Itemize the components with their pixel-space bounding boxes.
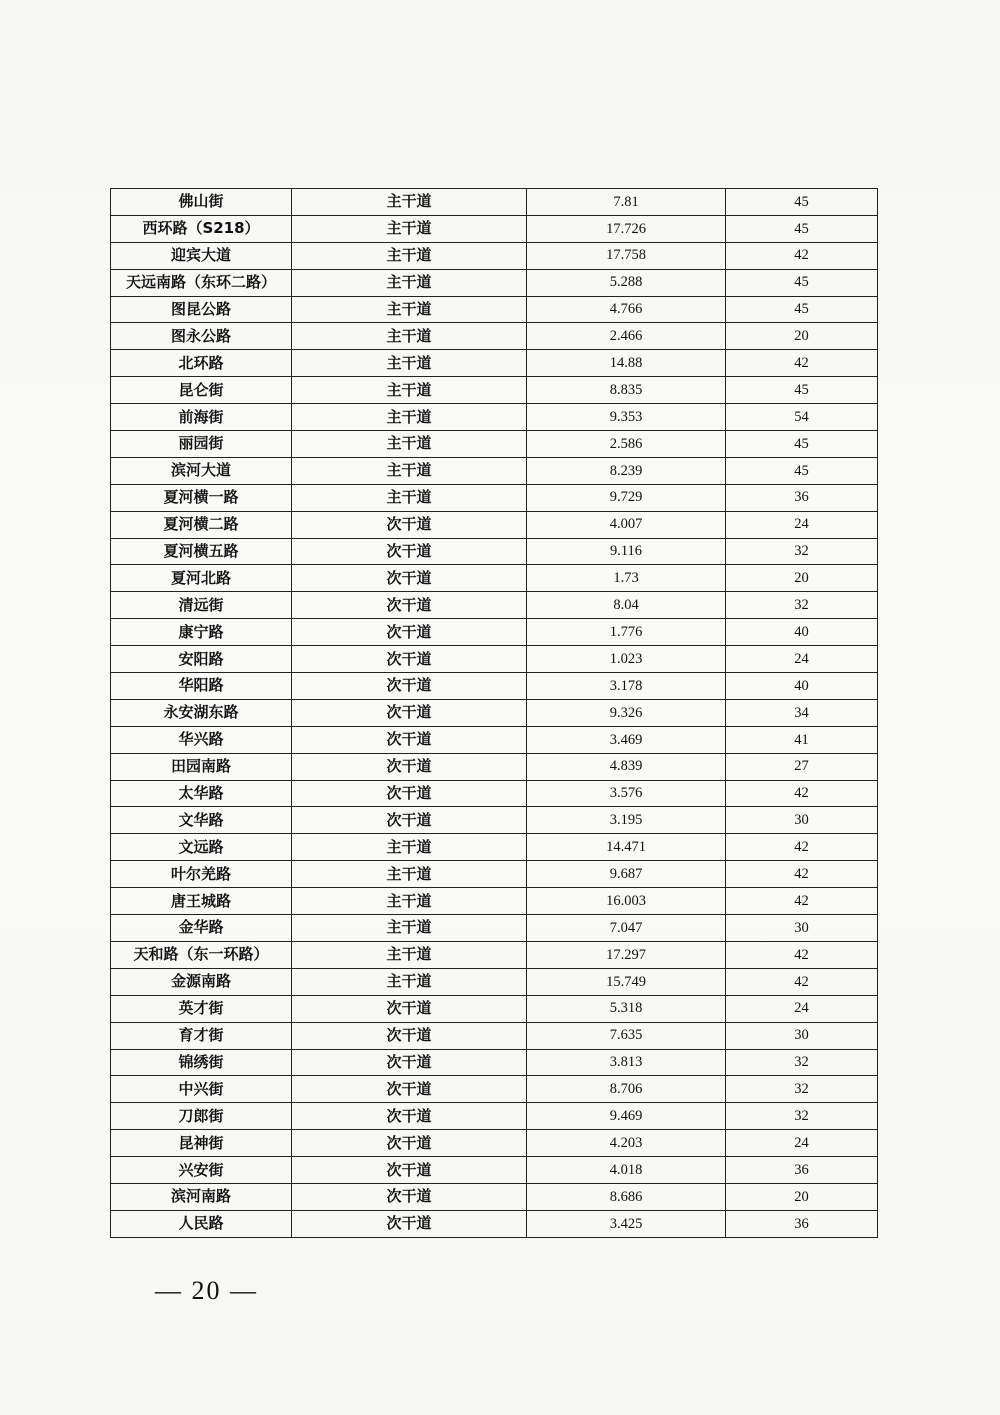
road-name-cell: 清远街 xyxy=(111,592,292,619)
road-length-cell: 3.195 xyxy=(527,807,726,834)
road-length-cell: 1.023 xyxy=(527,646,726,673)
table-row xyxy=(111,404,878,431)
road-class-cell: 主干道 xyxy=(292,888,527,915)
road-length-cell: 17.758 xyxy=(527,242,726,269)
road-table xyxy=(110,188,878,1238)
road-width-cell: 42 xyxy=(726,242,878,269)
table-row xyxy=(111,1103,878,1130)
table-row xyxy=(111,350,878,377)
road-length-cell: 2.466 xyxy=(527,323,726,350)
table-row xyxy=(111,431,878,458)
road-class-cell: 主干道 xyxy=(292,242,527,269)
road-length-cell: 3.576 xyxy=(527,780,726,807)
road-name-cell: 华兴路 xyxy=(111,726,292,753)
road-class-cell: 主干道 xyxy=(292,377,527,404)
road-width-cell: 42 xyxy=(726,350,878,377)
road-name-cell: 昆神街 xyxy=(111,1130,292,1157)
road-width-cell: 40 xyxy=(726,673,878,700)
table-row xyxy=(111,296,878,323)
road-class-cell: 次干道 xyxy=(292,511,527,538)
road-class-cell: 主干道 xyxy=(292,457,527,484)
road-class-cell: 主干道 xyxy=(292,861,527,888)
road-length-cell: 1.776 xyxy=(527,619,726,646)
table-row xyxy=(111,726,878,753)
table-row xyxy=(111,915,878,942)
road-name-cell: 太华路 xyxy=(111,780,292,807)
table-row xyxy=(111,511,878,538)
road-width-cell: 24 xyxy=(726,1130,878,1157)
road-width-cell: 32 xyxy=(726,1103,878,1130)
road-width-cell: 36 xyxy=(726,1157,878,1184)
road-length-cell: 8.835 xyxy=(527,377,726,404)
road-length-cell: 4.007 xyxy=(527,511,726,538)
table-row xyxy=(111,807,878,834)
table-row xyxy=(111,995,878,1022)
road-name-cell: 叶尔羌路 xyxy=(111,861,292,888)
road-length-cell: 9.353 xyxy=(527,404,726,431)
road-length-cell: 8.706 xyxy=(527,1076,726,1103)
road-name-cell: 夏河横一路 xyxy=(111,484,292,511)
road-length-cell: 9.469 xyxy=(527,1103,726,1130)
road-class-cell: 次干道 xyxy=(292,1022,527,1049)
road-name-cell: 英才街 xyxy=(111,995,292,1022)
road-name-cell: 唐王城路 xyxy=(111,888,292,915)
table-row xyxy=(111,888,878,915)
road-class-cell: 次干道 xyxy=(292,592,527,619)
road-class-cell: 次干道 xyxy=(292,1076,527,1103)
road-class-cell: 主干道 xyxy=(292,484,527,511)
road-length-cell: 7.81 xyxy=(527,189,726,216)
road-name-cell: 夏河横二路 xyxy=(111,511,292,538)
road-width-cell: 34 xyxy=(726,699,878,726)
road-class-cell: 主干道 xyxy=(292,968,527,995)
road-width-cell: 30 xyxy=(726,807,878,834)
road-length-cell: 3.425 xyxy=(527,1210,726,1237)
road-length-cell: 4.203 xyxy=(527,1130,726,1157)
road-name-cell: 西环路（S218） xyxy=(111,215,292,242)
road-class-cell: 主干道 xyxy=(292,296,527,323)
road-length-cell: 5.318 xyxy=(527,995,726,1022)
road-name-cell: 人民路 xyxy=(111,1210,292,1237)
road-length-cell: 8.239 xyxy=(527,457,726,484)
road-class-cell: 次干道 xyxy=(292,619,527,646)
road-width-cell: 30 xyxy=(726,915,878,942)
road-name-cell: 丽园街 xyxy=(111,431,292,458)
road-class-cell: 主干道 xyxy=(292,915,527,942)
table-row xyxy=(111,1157,878,1184)
road-length-cell: 8.686 xyxy=(527,1183,726,1210)
road-class-cell: 次干道 xyxy=(292,538,527,565)
table-row xyxy=(111,861,878,888)
table-row xyxy=(111,377,878,404)
road-class-cell: 次干道 xyxy=(292,807,527,834)
road-class-cell: 次干道 xyxy=(292,646,527,673)
road-name-cell: 金源南路 xyxy=(111,968,292,995)
table-row xyxy=(111,484,878,511)
road-class-cell: 主干道 xyxy=(292,431,527,458)
road-class-cell: 次干道 xyxy=(292,699,527,726)
road-name-cell: 安阳路 xyxy=(111,646,292,673)
table-row xyxy=(111,780,878,807)
road-length-cell: 15.749 xyxy=(527,968,726,995)
road-class-cell: 次干道 xyxy=(292,726,527,753)
road-width-cell: 42 xyxy=(726,941,878,968)
road-name-cell: 滨河大道 xyxy=(111,457,292,484)
road-width-cell: 54 xyxy=(726,404,878,431)
road-width-cell: 45 xyxy=(726,296,878,323)
road-name-cell: 北环路 xyxy=(111,350,292,377)
road-width-cell: 32 xyxy=(726,1076,878,1103)
road-width-cell: 45 xyxy=(726,431,878,458)
road-class-cell: 次干道 xyxy=(292,1049,527,1076)
road-name-cell: 文华路 xyxy=(111,807,292,834)
road-class-cell: 次干道 xyxy=(292,673,527,700)
road-length-cell: 14.471 xyxy=(527,834,726,861)
road-name-cell: 图昆公路 xyxy=(111,296,292,323)
road-length-cell: 17.297 xyxy=(527,941,726,968)
road-width-cell: 24 xyxy=(726,995,878,1022)
road-length-cell: 7.635 xyxy=(527,1022,726,1049)
road-class-cell: 次干道 xyxy=(292,753,527,780)
table-row xyxy=(111,1130,878,1157)
table-row xyxy=(111,673,878,700)
table-row xyxy=(111,189,878,216)
road-length-cell: 9.687 xyxy=(527,861,726,888)
road-length-cell: 3.813 xyxy=(527,1049,726,1076)
table-row xyxy=(111,968,878,995)
road-name-cell: 锦绣街 xyxy=(111,1049,292,1076)
table-row xyxy=(111,1049,878,1076)
road-class-cell: 次干道 xyxy=(292,1103,527,1130)
road-length-cell: 16.003 xyxy=(527,888,726,915)
road-width-cell: 24 xyxy=(726,511,878,538)
table-row xyxy=(111,646,878,673)
road-name-cell: 刀郎街 xyxy=(111,1103,292,1130)
road-class-cell: 主干道 xyxy=(292,323,527,350)
road-length-cell: 17.726 xyxy=(527,215,726,242)
road-class-cell: 次干道 xyxy=(292,1210,527,1237)
road-width-cell: 27 xyxy=(726,753,878,780)
road-length-cell: 7.047 xyxy=(527,915,726,942)
table-row xyxy=(111,323,878,350)
road-name-cell: 前海街 xyxy=(111,404,292,431)
road-class-cell: 次干道 xyxy=(292,995,527,1022)
road-length-cell: 14.88 xyxy=(527,350,726,377)
road-width-cell: 20 xyxy=(726,323,878,350)
road-class-cell: 次干道 xyxy=(292,1130,527,1157)
road-width-cell: 42 xyxy=(726,968,878,995)
table-row xyxy=(111,242,878,269)
road-class-cell: 主干道 xyxy=(292,269,527,296)
road-length-cell: 5.288 xyxy=(527,269,726,296)
road-length-cell: 3.469 xyxy=(527,726,726,753)
road-name-cell: 图永公路 xyxy=(111,323,292,350)
road-width-cell: 40 xyxy=(726,619,878,646)
road-width-cell: 36 xyxy=(726,1210,878,1237)
table-row xyxy=(111,699,878,726)
road-width-cell: 45 xyxy=(726,269,878,296)
road-width-cell: 45 xyxy=(726,457,878,484)
road-name-cell: 金华路 xyxy=(111,915,292,942)
table-row xyxy=(111,1210,878,1237)
road-length-cell: 9.326 xyxy=(527,699,726,726)
road-name-cell: 育才街 xyxy=(111,1022,292,1049)
road-width-cell: 42 xyxy=(726,861,878,888)
table-row xyxy=(111,538,878,565)
table-row xyxy=(111,1022,878,1049)
road-width-cell: 20 xyxy=(726,565,878,592)
road-class-cell: 主干道 xyxy=(292,189,527,216)
road-class-cell: 主干道 xyxy=(292,404,527,431)
road-width-cell: 45 xyxy=(726,215,878,242)
table-row xyxy=(111,1183,878,1210)
road-width-cell: 32 xyxy=(726,538,878,565)
road-width-cell: 41 xyxy=(726,726,878,753)
table-row xyxy=(111,457,878,484)
road-name-cell: 夏河北路 xyxy=(111,565,292,592)
road-length-cell: 9.116 xyxy=(527,538,726,565)
road-class-cell: 次干道 xyxy=(292,1183,527,1210)
road-width-cell: 30 xyxy=(726,1022,878,1049)
road-width-cell: 32 xyxy=(726,1049,878,1076)
road-name-cell: 田园南路 xyxy=(111,753,292,780)
table-row xyxy=(111,619,878,646)
road-name-cell: 文远路 xyxy=(111,834,292,861)
table-row xyxy=(111,1076,878,1103)
road-class-cell: 主干道 xyxy=(292,215,527,242)
road-width-cell: 20 xyxy=(726,1183,878,1210)
road-class-cell: 次干道 xyxy=(292,780,527,807)
road-width-cell: 32 xyxy=(726,592,878,619)
road-width-cell: 36 xyxy=(726,484,878,511)
table-row xyxy=(111,269,878,296)
table-row xyxy=(111,834,878,861)
road-length-cell: 9.729 xyxy=(527,484,726,511)
road-class-cell: 主干道 xyxy=(292,834,527,861)
road-width-cell: 45 xyxy=(726,189,878,216)
road-class-cell: 主干道 xyxy=(292,941,527,968)
road-class-cell: 次干道 xyxy=(292,1157,527,1184)
road-length-cell: 1.73 xyxy=(527,565,726,592)
road-width-cell: 42 xyxy=(726,780,878,807)
road-name-cell: 永安湖东路 xyxy=(111,699,292,726)
road-name-cell: 华阳路 xyxy=(111,673,292,700)
road-name-cell: 迎宾大道 xyxy=(111,242,292,269)
road-name-cell: 天远南路（东环二路） xyxy=(111,269,292,296)
road-width-cell: 45 xyxy=(726,377,878,404)
page-number: — 20 — xyxy=(155,1276,258,1305)
road-name-cell: 中兴街 xyxy=(111,1076,292,1103)
table-row xyxy=(111,215,878,242)
road-length-cell: 4.018 xyxy=(527,1157,726,1184)
road-length-cell: 8.04 xyxy=(527,592,726,619)
road-class-cell: 主干道 xyxy=(292,350,527,377)
road-name-cell: 夏河横五路 xyxy=(111,538,292,565)
road-length-cell: 2.586 xyxy=(527,431,726,458)
road-name-cell: 天和路（东一环路） xyxy=(111,941,292,968)
road-width-cell: 42 xyxy=(726,888,878,915)
road-width-cell: 42 xyxy=(726,834,878,861)
road-name-cell: 兴安街 xyxy=(111,1157,292,1184)
road-width-cell: 24 xyxy=(726,646,878,673)
road-name-cell: 滨河南路 xyxy=(111,1183,292,1210)
road-class-cell: 次干道 xyxy=(292,565,527,592)
road-table-body xyxy=(111,189,878,1238)
road-length-cell: 3.178 xyxy=(527,673,726,700)
table-row xyxy=(111,753,878,780)
table-row xyxy=(111,941,878,968)
road-name-cell: 康宁路 xyxy=(111,619,292,646)
road-length-cell: 4.839 xyxy=(527,753,726,780)
table-row xyxy=(111,565,878,592)
table-row xyxy=(111,592,878,619)
road-name-cell: 佛山街 xyxy=(111,189,292,216)
road-name-cell: 昆仑街 xyxy=(111,377,292,404)
road-length-cell: 4.766 xyxy=(527,296,726,323)
